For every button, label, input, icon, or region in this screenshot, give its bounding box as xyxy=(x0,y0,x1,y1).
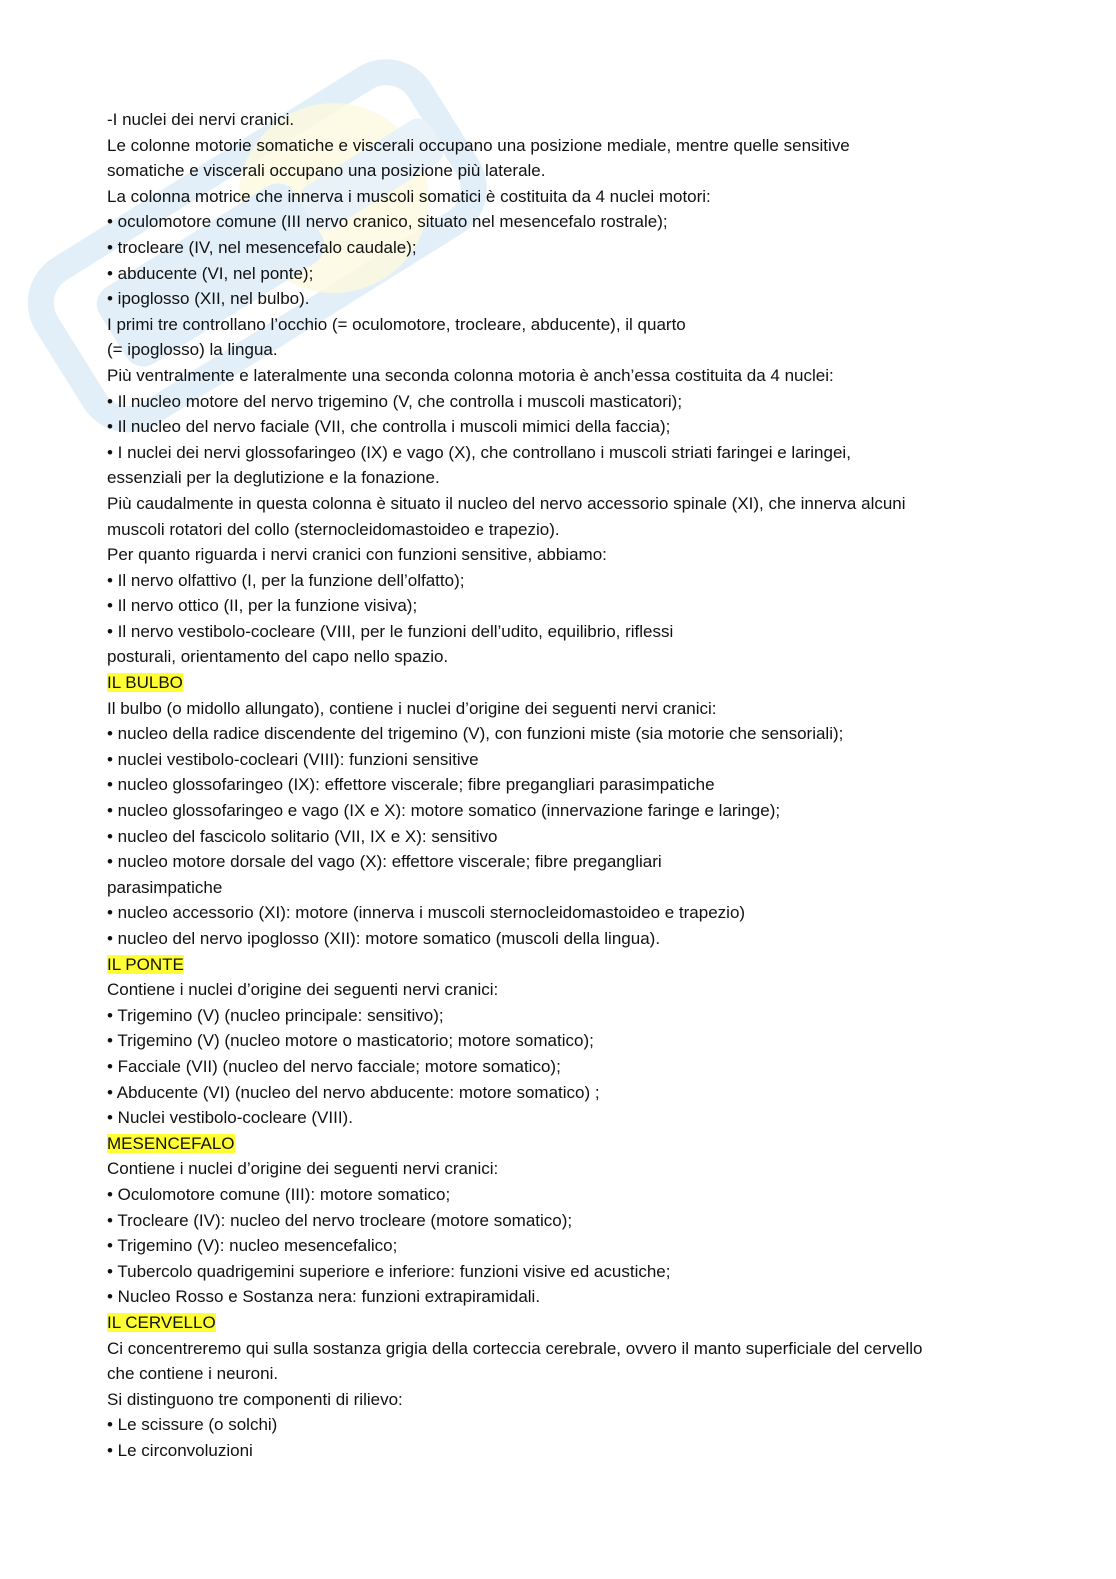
paragraph-line: Ci concentreremo qui sulla sostanza grigia della corteccia cerebrale, ovvero il manto superficiale del cervello xyxy=(107,1338,923,1358)
document-text xyxy=(107,107,1047,1463)
paragraph-line: Contiene i nuclei d’origine dei seguenti nervi cranici: xyxy=(107,980,499,1000)
bullet-item: • Nucleo Rosso e Sostanza nera: funzioni extrapiramidali. xyxy=(107,1287,541,1307)
bullet-item: • Abducente (VI) (nucleo del nervo abducente: motore somatico) ; xyxy=(107,1082,600,1102)
bullet-item: • Nuclei vestibolo-cocleare (VIII). xyxy=(107,1108,353,1128)
bullet-item: • Trigemino (V) (nucleo principale: sensitivo); xyxy=(107,1005,444,1025)
section-heading-label: MESENCEFALO xyxy=(107,1133,235,1153)
section-heading xyxy=(107,670,1047,696)
bullet-item: • nucleo della radice discendente del trigemino (V), con funzioni miste (sia motorie che sensoriali); xyxy=(107,724,844,744)
paragraph-line: posturali, orientamento del capo nello spazio. xyxy=(107,647,449,667)
bullet-item: • Il nervo vestibolo-cocleare (VIII, per le funzioni dell’udito, equilibrio, riflessi xyxy=(107,621,674,641)
bullet-item: • Trigemino (V): nucleo mesencefalico; xyxy=(107,1236,398,1256)
paragraph-line: somatiche e viscerali occupano una posizione più laterale. xyxy=(107,161,546,181)
section-heading-label: IL BULBO xyxy=(107,673,183,693)
section-heading-label: IL CERVELLO xyxy=(107,1312,216,1332)
bullet-item: • nuclei vestibolo-cocleari (VIII): funzioni sensitive xyxy=(107,749,479,769)
bullet-item: • Il nucleo motore del nervo trigemino (V, che controlla i muscoli masticatori); xyxy=(107,391,683,411)
bullet-item: • nucleo del fascicolo solitario (VII, IX e X): sensitivo xyxy=(107,826,498,846)
paragraph-line: Si distinguono tre componenti di rilievo: xyxy=(107,1389,403,1409)
paragraph-line: Più caudalmente in questa colonna è situato il nucleo del nervo accessorio spinale (XI), che innerva alcuni xyxy=(107,493,906,513)
section-heading xyxy=(107,1310,1047,1336)
paragraph-line: Le colonne motorie somatiche e viscerali occupano una posizione mediale, mentre quelle sensitive xyxy=(107,135,850,155)
bullet-item: • nucleo glossofaringeo (IX): effettore viscerale; fibre pregangliari parasimpatiche xyxy=(107,775,715,795)
section-heading xyxy=(107,1131,1047,1157)
bullet-item: • Trigemino (V) (nucleo motore o masticatorio; motore somatico); xyxy=(107,1031,594,1051)
bullet-item: • trocleare (IV, nel mesencefalo caudale); xyxy=(107,237,417,257)
paragraph-line: essenziali per la deglutizione e la fonazione. xyxy=(107,468,440,488)
paragraph-line: Il bulbo (o midollo allungato), contiene i nuclei d’origine dei seguenti nervi cranici: xyxy=(107,698,717,718)
section-heading xyxy=(107,952,1047,978)
bullet-item: • I nuclei dei nervi glossofaringeo (IX) e vago (X), che controllano i muscoli striati faringei e laringei, xyxy=(107,442,851,462)
bullet-item: • Le scissure (o solchi) xyxy=(107,1415,278,1435)
section-heading-label: IL PONTE xyxy=(107,954,184,974)
bullet-item: • Il nervo ottico (II, per la funzione visiva); xyxy=(107,596,418,616)
bullet-item: • Oculomotore comune (III): motore somatico; xyxy=(107,1184,451,1204)
bullet-item: • Il nervo olfattivo (I, per la funzione dell’olfatto); xyxy=(107,570,465,590)
paragraph-line: muscoli rotatori del collo (sternocleidomastoideo e trapezio). xyxy=(107,519,560,539)
bullet-item: • Il nucleo del nervo faciale (VII, che controlla i muscoli mimici della faccia); xyxy=(107,417,671,437)
paragraph-line: Più ventralmente e lateralmente una seconda colonna motoria è anch’essa costituita da 4 nuclei: xyxy=(107,365,834,385)
paragraph-line: Contiene i nuclei d’origine dei seguenti nervi cranici: xyxy=(107,1159,499,1179)
paragraph-line: parasimpatiche xyxy=(107,877,223,897)
bullet-item: • Tubercolo quadrigemini superiore e inferiore: funzioni visive ed acustiche; xyxy=(107,1261,671,1281)
bullet-item: • Le circonvoluzioni xyxy=(107,1440,253,1460)
paragraph-line: -I nuclei dei nervi cranici. xyxy=(107,110,295,129)
paragraph-line: che contiene i neuroni. xyxy=(107,1364,279,1384)
bullet-item: • Facciale (VII) (nucleo del nervo facciale; motore somatico); xyxy=(107,1056,561,1076)
bullet-item: • nucleo glossofaringeo e vago (IX e X): motore somatico (innervazione faringe e laringe); xyxy=(107,801,781,821)
bullet-item: • Trocleare (IV): nucleo del nervo trocleare (motore somatico); xyxy=(107,1210,573,1230)
paragraph-line: La colonna motrice che innerva i muscoli somatici è costituita da 4 nuclei motori: xyxy=(107,186,711,206)
paragraph-line: Per quanto riguarda i nervi cranici con funzioni sensitive, abbiamo: xyxy=(107,545,607,565)
paragraph-line: I primi tre controllano l’occhio (= oculomotore, trocleare, abducente), il quarto xyxy=(107,314,686,334)
bullet-item: • nucleo del nervo ipoglosso (XII): motore somatico (muscoli della lingua). xyxy=(107,929,661,948)
bullet-item: • oculomotore comune (III nervo cranico, situato nel mesencefalo rostrale); xyxy=(107,212,668,232)
paragraph-line: (= ipoglosso) la lingua. xyxy=(107,340,278,360)
bullet-item: • nucleo motore dorsale del vago (X): effettore viscerale; fibre pregangliari xyxy=(107,852,662,872)
bullet-item: • nucleo accessorio (XI): motore (innerva i muscoli sternocleidomastoideo e trapezio) xyxy=(107,903,746,923)
bullet-item: • ipoglosso (XII, nel bulbo). xyxy=(107,289,310,309)
bullet-item: • abducente (VI, nel ponte); xyxy=(107,263,314,283)
